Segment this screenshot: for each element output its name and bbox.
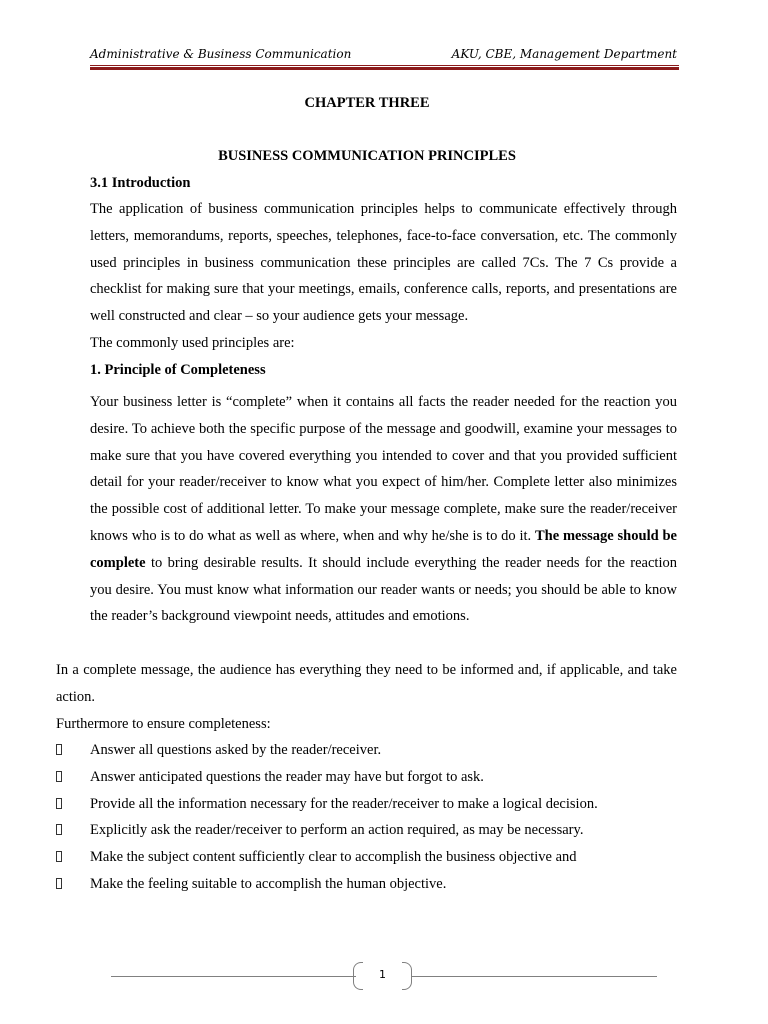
- header-department: AKU, CBE, Management Department: [451, 47, 677, 61]
- bullet-box-icon: [56, 744, 62, 755]
- footer-rule-left: [111, 976, 356, 977]
- left-brace-icon: [353, 962, 363, 990]
- list-item-text: Answer all questions asked by the reader/receiver.: [90, 742, 382, 758]
- header-course-title: Administrative & Business Communication: [90, 47, 352, 61]
- completeness-paragraph: [90, 389, 677, 630]
- right-brace-icon: [402, 962, 412, 990]
- principles-intro: The commonly used principles are:: [90, 335, 295, 351]
- completeness-heading: 1. Principle of Completeness: [90, 362, 266, 378]
- bullet-box-icon: [56, 824, 62, 835]
- bullet-box-icon: [56, 851, 62, 862]
- page-number: 1: [379, 968, 386, 981]
- list-item-text: Provide all the information necessary for the reader/receiver to make a logical decision.: [90, 795, 598, 812]
- bullet-box-icon: [56, 798, 62, 809]
- section-title: BUSINESS COMMUNICATION PRINCIPLES: [218, 148, 516, 164]
- completeness-emphasis: The message should be complete: [90, 527, 677, 571]
- running-header: [90, 47, 677, 63]
- bullet-box-icon: [56, 878, 62, 889]
- intro-heading: 3.1 Introduction: [90, 175, 191, 191]
- complete-message-paragraph: In a complete message, the audience has everything they need to be informed and, if applicable, and take action.: [56, 662, 677, 705]
- list-item-text: Make the subject content sufficiently clear to accomplish the business objective and: [90, 849, 577, 866]
- intro-paragraph: The application of business communication principles helps to communicate effectively through letters, memorandums, reports, speeches, telephones, face-to-face conversation, etc. The commonly used principles in business communication these principles are called 7Cs. The 7 Cs provide a checklist for making sure that your meetings, emails, conference calls, reports, and presentations are well constructed and clear – so your audience gets your message.: [90, 201, 677, 325]
- footer-rule-right: [411, 976, 657, 977]
- list-item-text: Make the feeling suitable to accomplish the human objective.: [90, 875, 447, 892]
- completeness-text-1: Your business letter is “complete” when it contains all facts the reader needed for the reaction you desire. To achieve both the specific purpose of the message and goodwill, examine your messages to make sure that you have covered everything you intended to cover and that you provided sufficient detail for your reader/receiver to know what you expect of him/her. Complete letter also minimizes the possible cost of additional letter. To make your message complete, make sure the reader/receiver knows who is to do what as well as where, when and why he/she is to do it.: [90, 394, 677, 544]
- bullet-box-icon: [56, 771, 62, 782]
- furthermore-line: Furthermore to ensure completeness:: [56, 716, 271, 732]
- header-rule-thick: [90, 67, 679, 70]
- chapter-title: CHAPTER THREE: [304, 95, 430, 111]
- list-item-text: Explicitly ask the reader/receiver to perform an action required, as may be necessary.: [90, 822, 584, 839]
- list-item-text: Answer anticipated questions the reader may have but forgot to ask.: [90, 768, 484, 785]
- completeness-text-2: to bring desirable results. It should include everything the reader needs for the reaction you desire. You must know what information our reader wants or needs; you should be able to know the reader’s background viewpoint needs, attitudes and emotions.: [90, 554, 677, 625]
- header-rule-thin: [90, 65, 679, 66]
